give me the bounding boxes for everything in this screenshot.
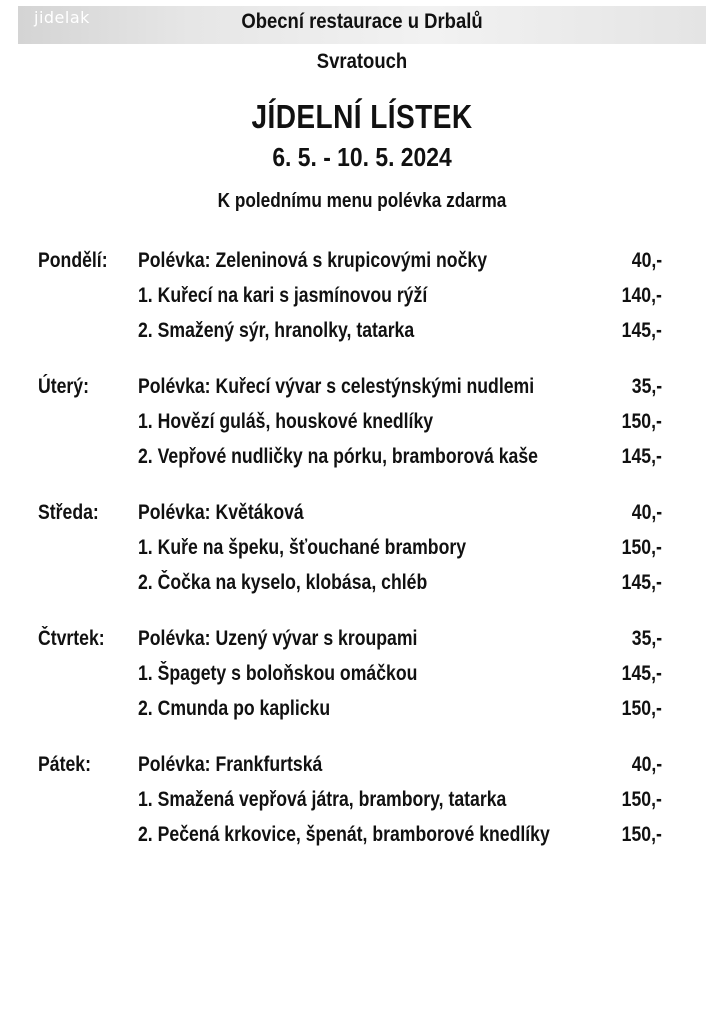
- dish-main: 2. Čočka na kyselo, klobása, chléb: [138, 571, 428, 594]
- day-monday: [0, 244, 724, 370]
- dish-price: 140,-: [621, 284, 662, 307]
- dish-price: 35,-: [631, 627, 662, 650]
- dish-price: 35,-: [631, 375, 662, 398]
- dish-soup: Polévka: Zeleninová s krupicovými nočky: [138, 249, 488, 272]
- menu-line: [0, 279, 724, 313]
- menu-line: [0, 622, 724, 656]
- dish-price: 150,-: [621, 823, 662, 846]
- menu-line: [0, 818, 724, 852]
- dish-main: 2. Pečená krkovice, špenát, bramborové knedlíky: [138, 823, 550, 846]
- day-name: Pátek:: [38, 753, 91, 776]
- dish-main: 1. Kuře na špeku, šťouchané brambory: [138, 536, 467, 559]
- dish-main: 2. Cmunda po kaplicku: [138, 697, 331, 720]
- menu-days: [0, 244, 724, 874]
- dish-price: 145,-: [621, 571, 662, 594]
- dish-price: 150,-: [621, 536, 662, 559]
- dish-price: 150,-: [621, 697, 662, 720]
- dish-main: 1. Kuřecí na kari s jasmínovou rýží: [138, 284, 428, 307]
- dish-price: 150,-: [621, 410, 662, 433]
- dish-price: 145,-: [621, 319, 662, 342]
- menu-line: [0, 783, 724, 817]
- day-name: Pondělí:: [38, 249, 108, 272]
- menu-line: [0, 314, 724, 348]
- dish-price: 40,-: [631, 249, 662, 272]
- dish-soup: Polévka: Uzený vývar s kroupami: [138, 627, 418, 650]
- menu-line: [0, 692, 724, 726]
- dish-price: 150,-: [621, 788, 662, 811]
- dish-main: 1. Smažená vepřová játra, brambory, tatarka: [138, 788, 507, 811]
- menu-line: [0, 496, 724, 530]
- menu-line: [0, 440, 724, 474]
- dish-soup: Polévka: Kuřecí vývar s celestýnskými nudlemi: [138, 375, 535, 398]
- dish-price: 145,-: [621, 662, 662, 685]
- menu-note: K polednímu menu polévka zdarma: [217, 190, 507, 212]
- menu-line: [0, 566, 724, 600]
- dish-soup: Polévka: Květáková: [138, 501, 304, 524]
- menu-line: [0, 531, 724, 565]
- day-name: Čtvrtek:: [38, 627, 105, 650]
- menu-line: [0, 748, 724, 782]
- dish-main: 2. Vepřové nudličky na pórku, bramborová kaše: [138, 445, 538, 468]
- dish-soup: Polévka: Frankfurtská: [138, 753, 323, 776]
- menu-line: [0, 370, 724, 404]
- restaurant-name: Obecní restaurace u Drbalů: [241, 10, 483, 33]
- restaurant-place: Svratouch: [316, 50, 408, 73]
- dish-price: 40,-: [631, 501, 662, 524]
- watermark: jidelak: [34, 8, 90, 27]
- menu-title: JÍDELNÍ LÍSTEK: [251, 98, 473, 135]
- day-name: Středa:: [38, 501, 99, 524]
- day-tuesday: [0, 370, 724, 496]
- day-thursday: [0, 622, 724, 748]
- menu-line: [0, 657, 724, 691]
- dish-main: 2. Smažený sýr, hranolky, tatarka: [138, 319, 415, 342]
- menu-line: [0, 405, 724, 439]
- dish-price: 145,-: [621, 445, 662, 468]
- dish-main: 1. Špagety s boloňskou omáčkou: [138, 662, 418, 685]
- dish-main: 1. Hovězí guláš, houskové knedlíky: [138, 410, 434, 433]
- day-friday: [0, 748, 724, 874]
- menu-line: [0, 244, 724, 278]
- day-name: Úterý:: [38, 375, 89, 398]
- dish-price: 40,-: [631, 753, 662, 776]
- day-wednesday: [0, 496, 724, 622]
- menu-dates: 6. 5. - 10. 5. 2024: [272, 142, 452, 172]
